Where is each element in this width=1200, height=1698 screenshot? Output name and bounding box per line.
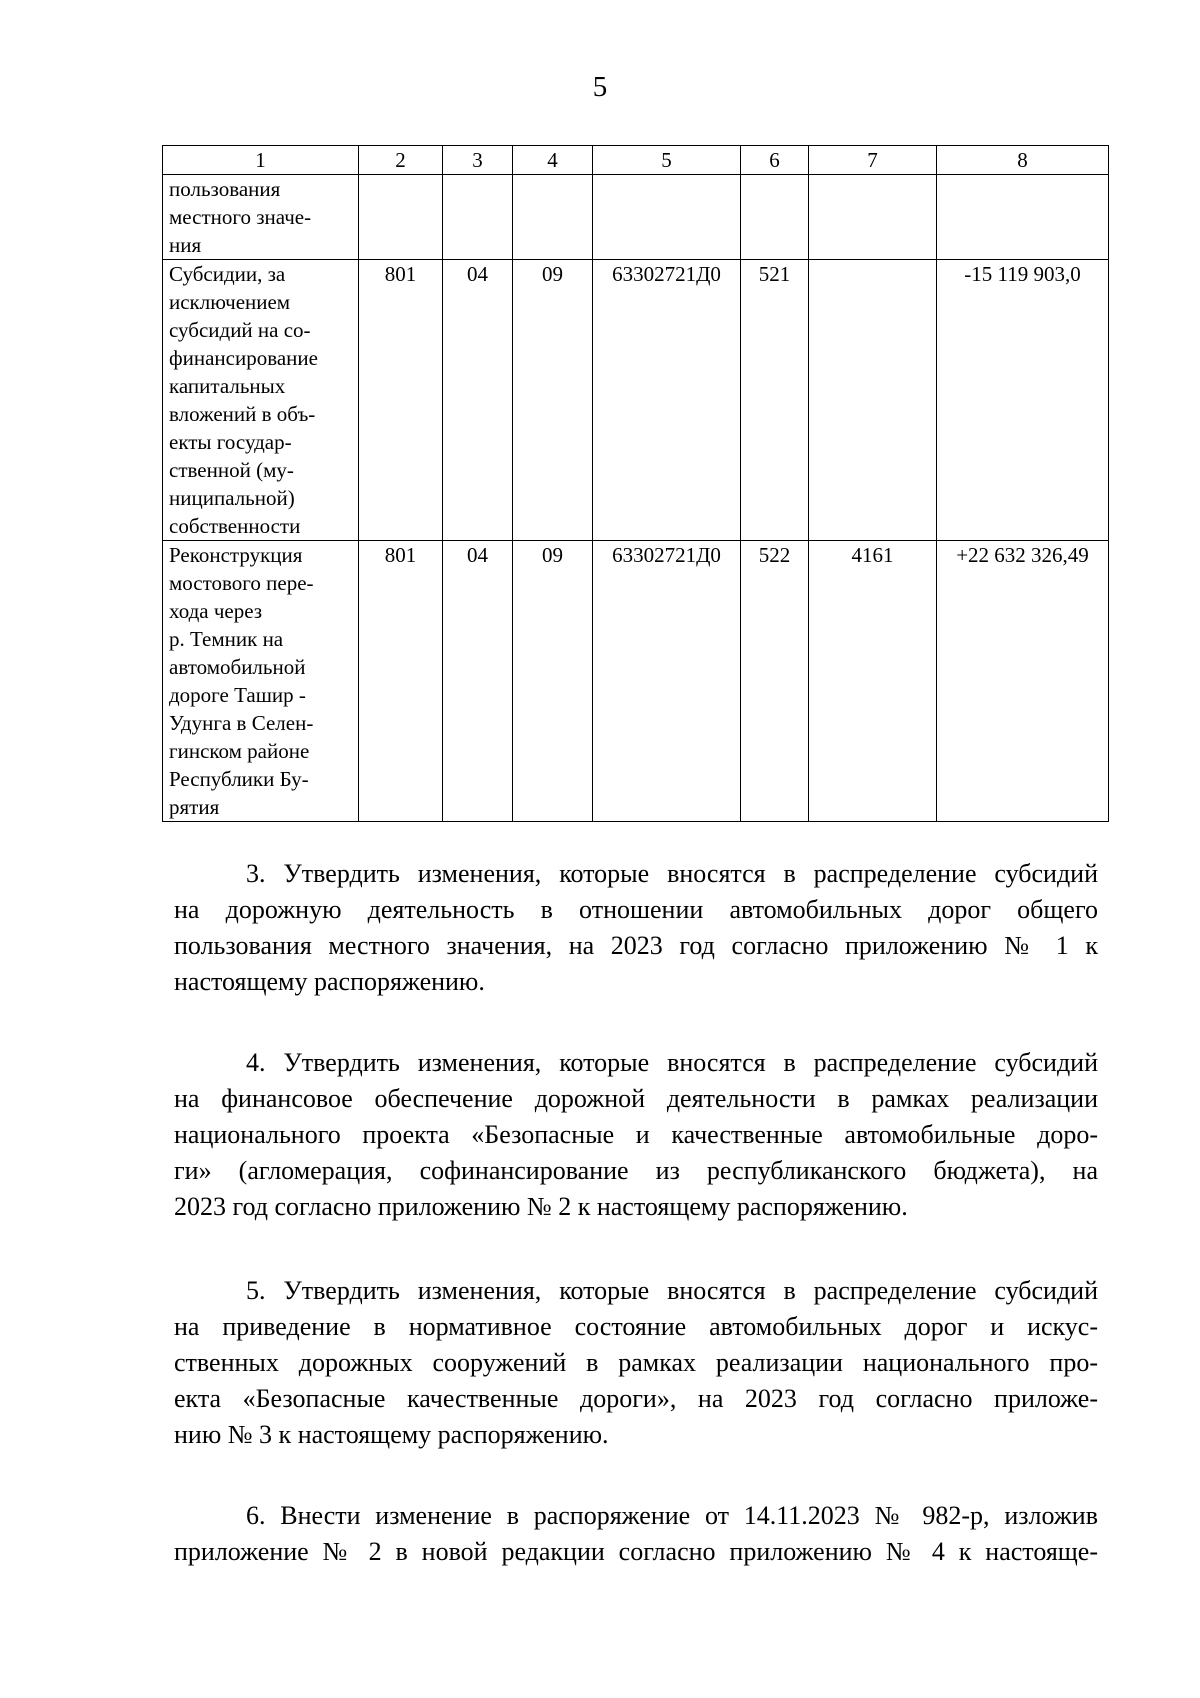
paragraph-line: 2023 год согласно приложению № 2 к настоящему распоряжению. bbox=[174, 1192, 908, 1221]
column-header: 7 bbox=[809, 146, 937, 175]
item-name-line: финансирование bbox=[169, 346, 318, 370]
item-name-line: рятия bbox=[169, 795, 220, 819]
cell-col3: 04 bbox=[443, 541, 513, 822]
cell-col6 bbox=[741, 175, 809, 260]
table-row bbox=[163, 175, 1109, 260]
paragraph-line: национального проекта «Безопасные и качественные автомобильные доро- bbox=[174, 1120, 1098, 1149]
paragraph-line: настоящему распоряжению. bbox=[174, 967, 485, 996]
item-name-line: р. Темник на bbox=[169, 627, 284, 651]
table-row bbox=[163, 541, 1109, 822]
cell-col2 bbox=[359, 175, 443, 260]
paragraph-line: ственных дорожных сооружений в рамках реализации национального про- bbox=[174, 1348, 1098, 1377]
item-name-line: пользования bbox=[169, 177, 281, 201]
item-name-line: гинском районе bbox=[169, 739, 310, 763]
cell-col5: 63302721Д0 bbox=[593, 541, 741, 822]
cell-col6: 522 bbox=[741, 541, 809, 822]
item-name-line: ниципальной) bbox=[169, 486, 295, 510]
cell-col6: 521 bbox=[741, 260, 809, 541]
item-name-line: собственности bbox=[169, 514, 301, 538]
cell-amount: -15 119 903,0 bbox=[937, 260, 1109, 541]
budget-table bbox=[162, 145, 1109, 822]
item-name-line: капитальных bbox=[169, 374, 286, 398]
paragraph-line: 6. Внести изменение в распоряжение от 14.11.2023 № 982-р, изложив bbox=[246, 1501, 1098, 1530]
item-name-line: ния bbox=[169, 233, 202, 257]
item-name-cell bbox=[163, 541, 359, 822]
item-name-line: ственной (му- bbox=[169, 458, 294, 482]
cell-col2: 801 bbox=[359, 260, 443, 541]
item-name-line: исключением bbox=[169, 290, 291, 314]
item-name-line: хода через bbox=[169, 599, 263, 623]
paragraph-line: на дорожную деятельность в отношении автомобильных дорог общего bbox=[174, 895, 1098, 924]
paragraph-line: на приведение в нормативное состояние автомобильных дорог и искус- bbox=[174, 1312, 1098, 1341]
cell-col3: 04 bbox=[443, 260, 513, 541]
item-name-line: местного значе- bbox=[169, 205, 312, 229]
cell-col5 bbox=[593, 175, 741, 260]
table-header-row bbox=[163, 146, 1109, 175]
cell-amount: +22 632 326,49 bbox=[937, 541, 1109, 822]
cell-col2: 801 bbox=[359, 541, 443, 822]
paragraph-line: ги» (агломерация, софинансирование из республиканского бюджета), на bbox=[174, 1156, 1098, 1185]
cell-col7 bbox=[809, 260, 937, 541]
cell-col4: 09 bbox=[513, 260, 593, 541]
cell-col4 bbox=[513, 175, 593, 260]
paragraph-6 bbox=[174, 1498, 1098, 1570]
cell-col7: 4161 bbox=[809, 541, 937, 822]
item-name-line: Республики Бу- bbox=[169, 767, 309, 791]
paragraph-line: нию № 3 к настоящему распоряжению. bbox=[174, 1420, 609, 1449]
cell-amount bbox=[937, 175, 1109, 260]
paragraph-line: екта «Безопасные качественные дороги», на 2023 год согласно приложе- bbox=[174, 1384, 1098, 1413]
item-name-line: дороге Ташир - bbox=[169, 683, 306, 707]
item-name-cell bbox=[163, 260, 359, 541]
item-name-line: субсидий на со- bbox=[169, 318, 311, 342]
item-name-line: мостового пере- bbox=[169, 571, 314, 595]
column-header: 6 bbox=[741, 146, 809, 175]
paragraph-line: приложение № 2 в новой редакции согласно приложению № 4 к настояще- bbox=[174, 1537, 1098, 1566]
column-header: 3 bbox=[443, 146, 513, 175]
paragraph-line: 3. Утвердить изменения, которые вносятся в распределение субсидий bbox=[246, 859, 1098, 888]
table-row bbox=[163, 260, 1109, 541]
item-name-cell bbox=[163, 175, 359, 260]
paragraph-line: на финансовое обеспечение дорожной деятельности в рамках реализации bbox=[174, 1084, 1098, 1113]
paragraph-line: пользования местного значения, на 2023 год согласно приложению № 1 к bbox=[174, 931, 1098, 960]
cell-col4: 09 bbox=[513, 541, 593, 822]
paragraph-3 bbox=[174, 856, 1098, 1000]
cell-col7 bbox=[809, 175, 937, 260]
item-name-line: вложений в объ- bbox=[169, 402, 316, 426]
item-name-line: екты государ- bbox=[169, 430, 292, 454]
column-header: 5 bbox=[593, 146, 741, 175]
page-number: 5 bbox=[592, 71, 608, 103]
item-name-line: Удунга в Селен- bbox=[169, 711, 314, 735]
item-name-line: Реконструкция bbox=[169, 543, 303, 567]
paragraph-5 bbox=[174, 1273, 1098, 1453]
column-header: 4 bbox=[513, 146, 593, 175]
column-header: 2 bbox=[359, 146, 443, 175]
paragraph-line: 4. Утвердить изменения, которые вносятся в распределение субсидий bbox=[246, 1048, 1098, 1077]
cell-col3 bbox=[443, 175, 513, 260]
column-header: 1 bbox=[163, 146, 359, 175]
paragraph-line: 5. Утвердить изменения, которые вносятся в распределение субсидий bbox=[246, 1276, 1098, 1305]
item-name-line: Субсидии, за bbox=[169, 262, 286, 286]
column-header: 8 bbox=[937, 146, 1109, 175]
item-name-line: автомобильной bbox=[169, 655, 306, 679]
cell-col5: 63302721Д0 bbox=[593, 260, 741, 541]
paragraph-4 bbox=[174, 1045, 1098, 1225]
